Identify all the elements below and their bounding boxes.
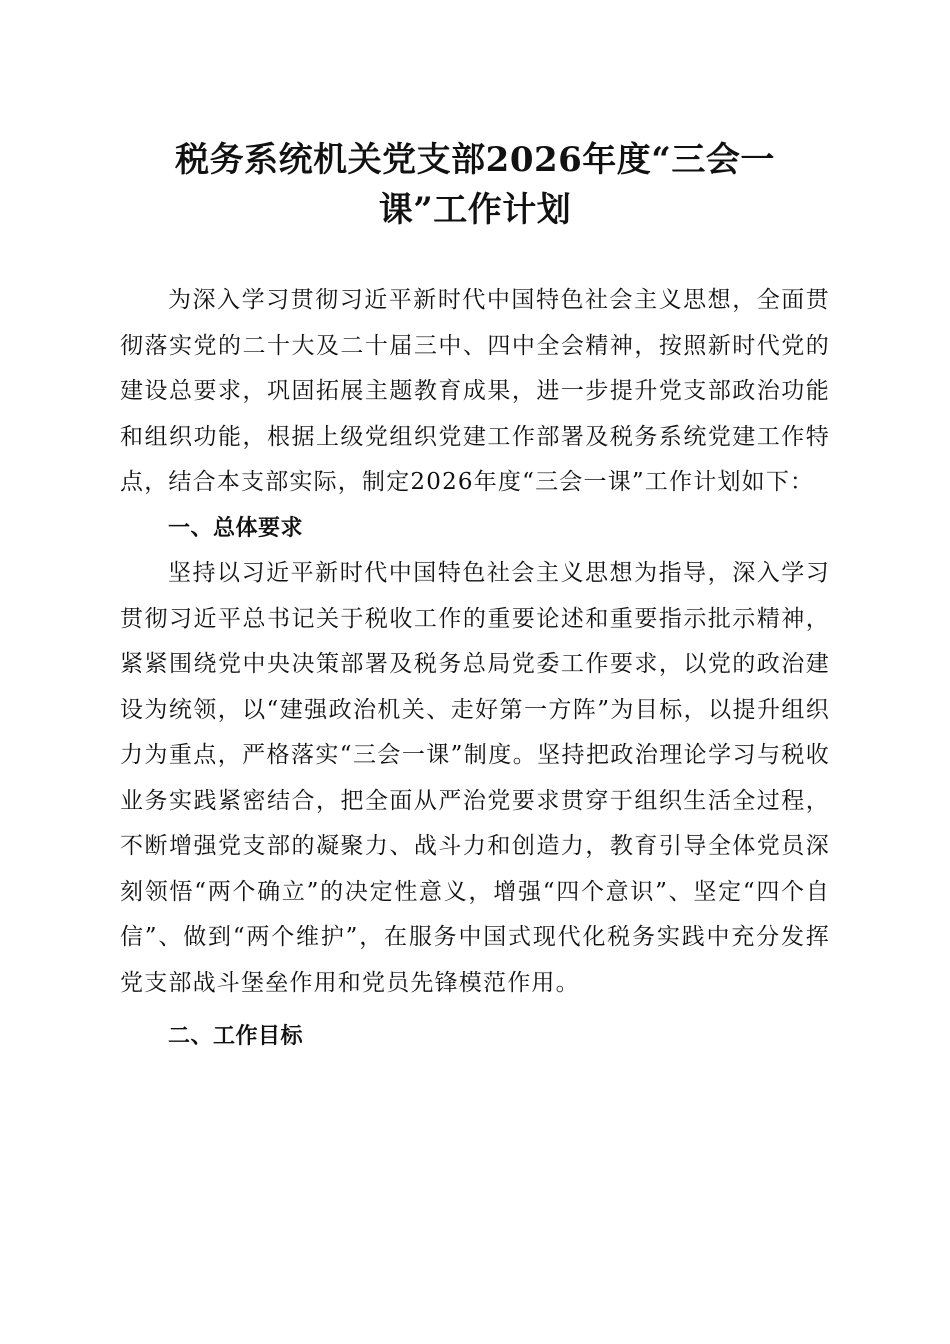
intro-paragraph: 为深入学习贯彻习近平新时代中国特色社会主义思想，全面贯彻落实党的二十大及二十届三中、四中全会精神，按照新时代党的建设总要求，巩固拓展主题教育成果，进一步提升党支部政治功能和组织功能，根据上级党组织党建工作部署及税务系统党建工作特点，结合本支部实际，制定2026年度“三会一课”工作计划如下： bbox=[120, 287, 830, 495]
document-title-line-2: 课”工作计划 bbox=[378, 190, 572, 230]
document-body bbox=[120, 278, 830, 1060]
document-title-line-1: 税务系统机关党支部2026年度“三会一 bbox=[175, 140, 775, 180]
section-heading-general-requirements: 一、总体要求 bbox=[168, 515, 304, 541]
section-heading-work-goals: 二、工作目标 bbox=[168, 1024, 304, 1049]
document-title bbox=[120, 135, 830, 235]
general-requirements-paragraph: 坚持以习近平新时代中国特色社会主义思想为指导，深入学习贯彻习近平总书记关于税收工作的重要论述和重要指示批示精神，紧紧围绕党中央决策部署及税务总局党委工作要求，以党的政治建设为统领，以“建强政治机关、走好第一方阵”为目标，以提升组织力为重点，严格落实“三会一课”制度。坚持把政治理论学习与税收业务实践紧密结合，把全面从严治党要求贯穿于组织生活全过程，不断增强党支部的凝聚力、战斗力和创造力，教育引导全体党员深刻领悟“两个确立”的决定性意义，增强“四个意识”、坚定“四个自信”、做到“两个维护”，在服务中国式现代化税务实践中充分发挥党支部战斗堡垒作用和党员先锋模范作用。 bbox=[120, 560, 830, 996]
